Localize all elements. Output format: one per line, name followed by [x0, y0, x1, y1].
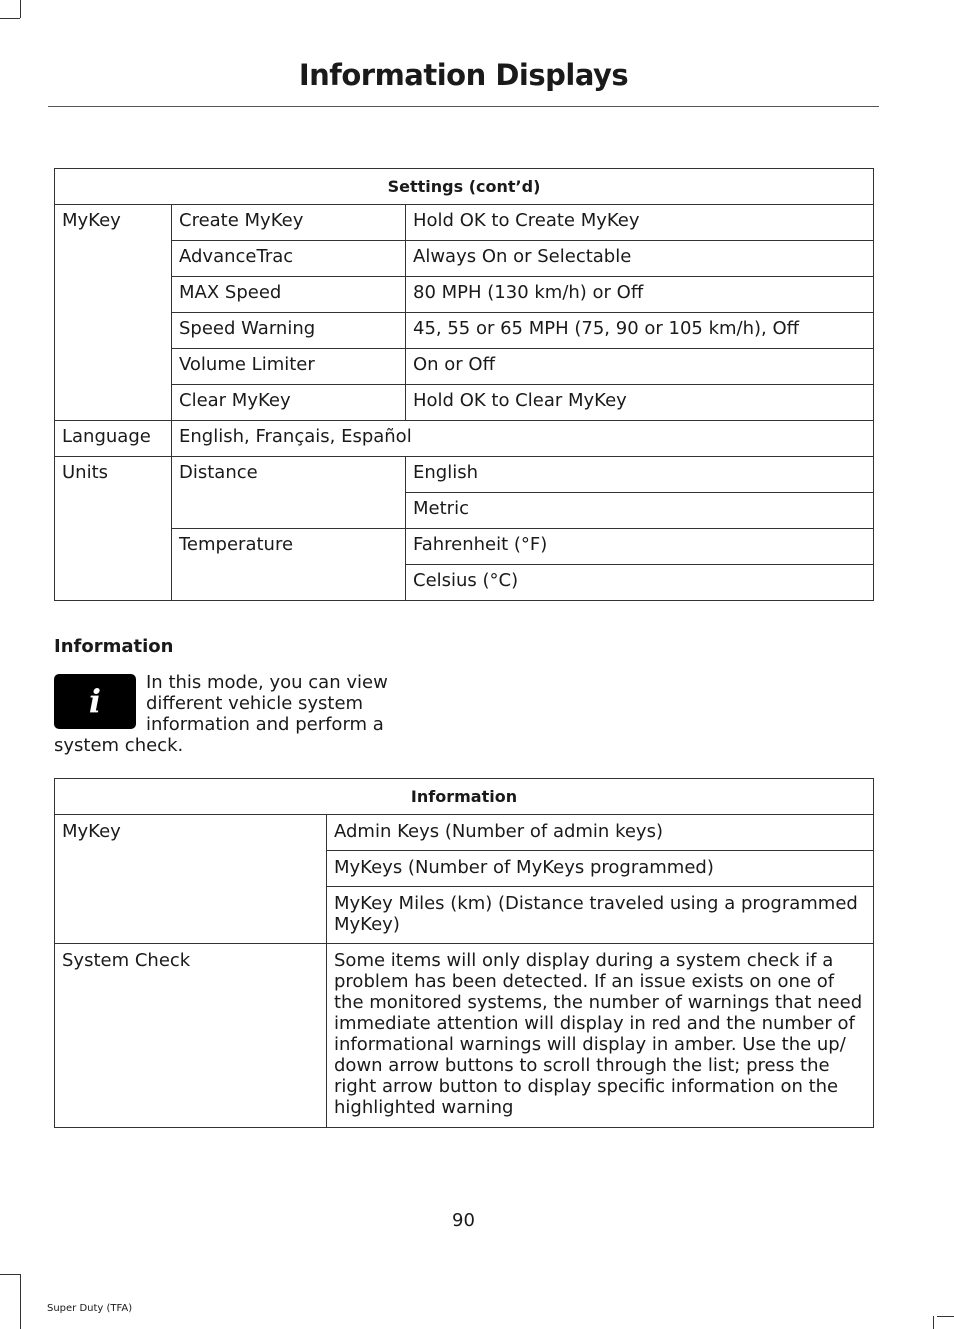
- crop-mark: [20, 0, 21, 18]
- crop-mark: [0, 18, 20, 19]
- language-value: English, Français, Español: [172, 421, 874, 457]
- setting-name: AdvanceTrac: [172, 241, 406, 277]
- table-row: [55, 421, 874, 457]
- setting-value: 45, 55 or 65 MPH (75, 90 or 105 km/h), Off: [406, 313, 874, 349]
- crop-mark: [0, 1274, 20, 1275]
- information-intro: [54, 672, 404, 756]
- mykey-info-category-cell: MyKey: [55, 815, 327, 944]
- information-table: [54, 778, 874, 1128]
- settings-table-caption: Settings (cont’d): [55, 169, 874, 205]
- footer-label: Super Duty (TFA): [47, 1303, 133, 1314]
- setting-name: Speed Warning: [172, 313, 406, 349]
- setting-name: Volume Limiter: [172, 349, 406, 385]
- information-icon: [54, 674, 136, 729]
- table-row: [55, 205, 874, 241]
- crop-mark: [933, 1316, 934, 1329]
- information-table-header-row: [55, 779, 874, 815]
- distance-option: English: [406, 457, 874, 493]
- temperature-option: Fahrenheit (°F): [406, 529, 874, 565]
- table-row: [55, 457, 874, 493]
- information-intro-text: In this mode, you can view different vehicle system information and perform a system check.: [54, 672, 388, 756]
- title-divider: [48, 106, 879, 107]
- info-item: MyKey Miles (km) (Distance traveled using a programmed MyKey): [327, 887, 874, 944]
- table-row: [55, 277, 874, 313]
- settings-table: [54, 168, 874, 601]
- setting-value: Hold OK to Create MyKey: [406, 205, 874, 241]
- page-number: 90: [452, 1210, 475, 1231]
- settings-table-header-row: [55, 169, 874, 205]
- table-row: [55, 815, 874, 851]
- setting-value: On or Off: [406, 349, 874, 385]
- page-title: Information Displays: [298, 58, 629, 92]
- information-heading: Information: [54, 636, 174, 657]
- setting-name: MAX Speed: [172, 277, 406, 313]
- temperature-option: Celsius (°C): [406, 565, 874, 601]
- table-row: [55, 385, 874, 421]
- table-row: [55, 313, 874, 349]
- temperature-setting: Temperature: [172, 529, 406, 601]
- crop-mark: [937, 1316, 954, 1317]
- language-category-cell: Language: [55, 421, 172, 457]
- setting-name: Clear MyKey: [172, 385, 406, 421]
- setting-value: Hold OK to Clear MyKey: [406, 385, 874, 421]
- units-category-cell: Units: [55, 457, 172, 601]
- information-icon-glyph: i: [88, 682, 102, 720]
- mykey-category-cell: MyKey: [55, 205, 172, 421]
- system-check-category-cell: System Check: [55, 944, 327, 1128]
- info-item: Admin Keys (Number of admin keys): [327, 815, 874, 851]
- setting-name: Create MyKey: [172, 205, 406, 241]
- info-item: MyKeys (Number of MyKeys programmed): [327, 851, 874, 887]
- table-row: [55, 241, 874, 277]
- distance-setting: Distance: [172, 457, 406, 529]
- crop-mark: [20, 1274, 21, 1329]
- setting-value: 80 MPH (130 km/h) or Off: [406, 277, 874, 313]
- system-check-description: Some items will only display during a system check if a problem has been detected. If an issue exists on one of the monitored systems, the number of warnings that need immediate attention will display in red and the number of informational warnings will display in amber. Use the up/ down arrow buttons to scroll through the list; press the right arrow button to display specific information on the highlighted warning: [327, 944, 874, 1128]
- distance-option: Metric: [406, 493, 874, 529]
- table-row: [55, 944, 874, 1128]
- setting-value: Always On or Selectable: [406, 241, 874, 277]
- table-row: [55, 349, 874, 385]
- information-table-caption: Information: [55, 779, 874, 815]
- table-row: [55, 529, 874, 565]
